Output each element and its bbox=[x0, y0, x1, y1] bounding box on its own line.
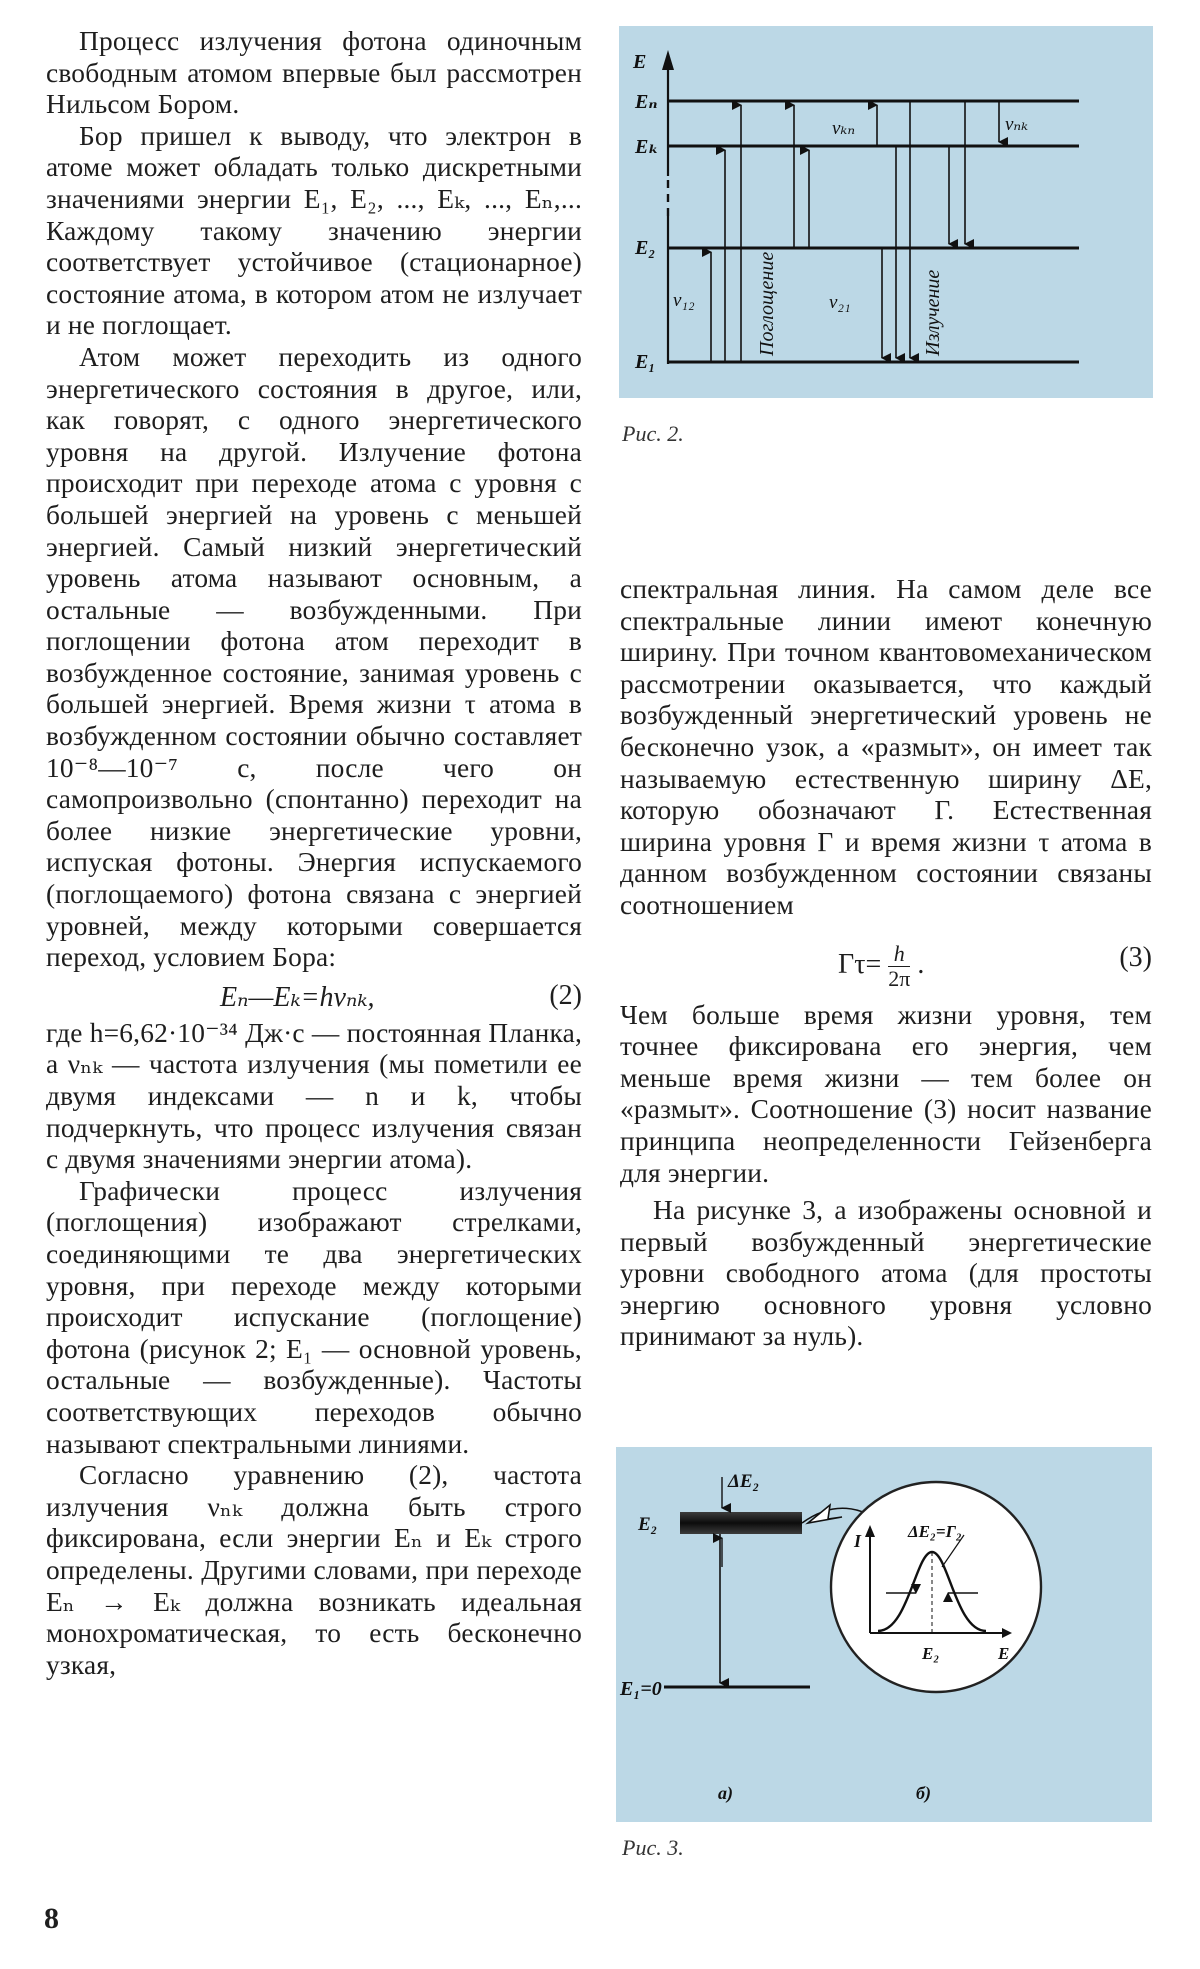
equation-3-body bbox=[838, 942, 924, 991]
figure-3 bbox=[616, 1447, 1152, 1822]
nu-nk-label: νₙₖ bbox=[1005, 114, 1029, 135]
nu-kn-label: νₖₙ bbox=[832, 118, 856, 139]
left-column bbox=[46, 26, 582, 1681]
E1-label: E₁=0 bbox=[620, 1678, 662, 1700]
inset-E-label: E bbox=[998, 1644, 1010, 1663]
paragraph: Атом может переходить из одного энергетического состояния в другое, или, как говорят, с одного энергетического уровня на другой. Излучение фотона происходит при переходе атома с уровня с большей энергией на уровень с меньшей энергией. Самый низкий энергетический уровень атома называют основным, а остальные — возбужденными. При поглощении фотона атом переходит в возбужденное состояние, занимая уровень с большей энергией. Время жизни τ атома в возбужденном состоянии обычно составляет 10⁻⁸—10⁻⁷ с, после чего он самопроизвольно (спонтанно) переходит на более низкие энергетические уровни, испуская фотоны. Энергия испускаемого (поглощаемого) фотона связана с энергией уровней, между которыми совершается переход, условием Бора: bbox=[46, 341, 582, 973]
equation-3-number: (3) bbox=[1119, 941, 1152, 973]
equation-3-denominator: 2π bbox=[888, 965, 911, 991]
paragraph: Графически процесс излучения (поглощения) изображают стрелками, соединяющими те два энергетических уровня, при переходе между которыми происходит испускание (поглощение) фотона (рисунок 2; E₁ — основной уровень, остальные — возбужденные). Частоты соответствующих переходов обычно называют спектральными линиями. bbox=[46, 1175, 582, 1459]
delta-E2-label: ΔE₂ bbox=[728, 1471, 760, 1492]
right-column bbox=[620, 574, 1152, 1353]
figure-2-caption: Рис. 2. bbox=[622, 421, 684, 446]
absorption-label: Поглощение bbox=[756, 251, 778, 356]
intensity-label: I bbox=[854, 1531, 862, 1551]
equation-3-numerator: h bbox=[888, 942, 910, 967]
equation-2 bbox=[46, 974, 582, 1018]
panel-b-label: б) bbox=[916, 1783, 931, 1803]
figure-3-caption: Рис. 3. bbox=[622, 1835, 684, 1860]
page-number: 8 bbox=[44, 1902, 59, 1935]
nu-21-label: ν₂₁ bbox=[829, 292, 851, 313]
equation-3 bbox=[620, 922, 1152, 1000]
level-label: Eₙ bbox=[635, 91, 658, 113]
level-label: Eₖ bbox=[635, 136, 659, 158]
paragraph: На рисунке 3, а изображены основной и первый возбужденный энергетические уровни свободного атома (для простоты энергию основного уровня условно принимают за нуль). bbox=[620, 1195, 1152, 1352]
equation-3-lhs: Γτ= bbox=[838, 948, 882, 980]
figure-2 bbox=[619, 26, 1153, 398]
paragraph: Согласно уравнению (2), частота излучения νₙₖ должна быть строго фиксирована, если энергии Eₙ и Eₖ строго определены. Другими словами, при переходе Eₙ → Eₖ должна возникать идеальная монохроматическая, то есть бесконечно узкая, bbox=[46, 1460, 582, 1680]
paragraph: Чем больше время жизни уровня, тем точнее фиксирована его энергия, чем меньше время жизни — тем более он «размыт». Соотношение (3) носит название принципа неопределенности Гейзенберга для энергии. bbox=[620, 999, 1152, 1188]
equation-3-tail: . bbox=[917, 948, 925, 980]
paragraph: спектральная линия. На самом деле все спектральные линии имеют конечную ширину. При точном квантовомеханическом рассмотрении оказывается, что каждый возбужденный энергетический уровень не бесконечно узок, а «размыт», он имеет так называемую естественную ширину ΔE, которую обозначают Γ. Естественная ширина уровня Γ и время жизни τ атома в данном возбужденном состоянии связаны соотношением bbox=[620, 574, 1152, 920]
level-width-diagram bbox=[616, 1447, 1152, 1822]
axis-label: E bbox=[633, 51, 647, 73]
equation-3-fraction bbox=[888, 942, 910, 991]
energy-axis-arrow-icon bbox=[662, 50, 674, 70]
E2-broadened-level bbox=[680, 1512, 802, 1534]
paragraph: Процесс излучения фотона одиночным свободным атомом впервые был рассмотрен Нильсом Бором. bbox=[46, 26, 582, 120]
paragraph: где h=6,62·10⁻³⁴ Дж·с — постоянная Планка, а νₙₖ — частота излучения (мы пометили ее двумя индексами — n и k, чтобы подчеркнуть, что процесс излучения связан с двумя значениями энергии атома). bbox=[46, 1017, 582, 1175]
panel-a-label: а) bbox=[718, 1783, 733, 1803]
energy-level-diagram bbox=[619, 26, 1153, 398]
equation-2-number: (2) bbox=[549, 979, 582, 1011]
inset-E2-label: E₂ bbox=[922, 1644, 940, 1663]
paragraph: Бор пришел к выводу, что электрон в атоме может обладать только дискретными значениями энергии E₁, E₂, ..., Eₖ, ..., Eₙ,... Каждому такому значению энергии соответствует устойчивое (стационарное) состояние атома, в котором атом не излучает и не поглощает. bbox=[46, 120, 582, 341]
pointer-arrow-icon bbox=[808, 1505, 842, 1523]
gamma-label: ΔE₂=Γ₂ bbox=[908, 1522, 962, 1541]
equation-2-body: Eₙ—Eₖ=hνₙₖ, bbox=[220, 981, 375, 1013]
level-label: E₂ bbox=[635, 237, 656, 259]
nu-12-label: ν₁₂ bbox=[673, 290, 695, 311]
E2-label: E₂ bbox=[638, 1514, 658, 1535]
emission-label: Излучение bbox=[922, 269, 944, 356]
level-label: E₁ bbox=[635, 351, 656, 373]
